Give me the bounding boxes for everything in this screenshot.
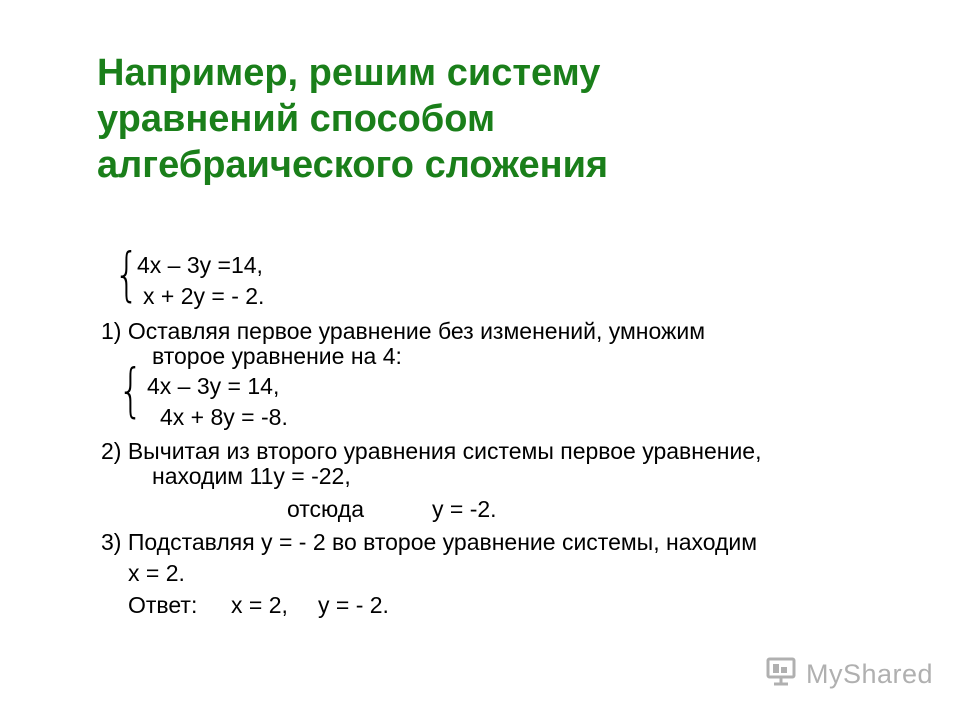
system2-eq1: 4x – 3y = 14, <box>147 373 280 399</box>
step2-line2: находим 11y = -22, <box>152 463 351 489</box>
step2-line1: 2) Вычитая из второго уравнения системы первое уравнение, <box>101 438 762 464</box>
answer-x: x = 2, <box>231 592 288 618</box>
watermark-text: MyShared <box>806 658 934 689</box>
answer-y: y = - 2. <box>318 592 389 618</box>
title-line-3: алгебраического сложения <box>97 144 609 186</box>
watermark-logo <box>766 656 933 692</box>
step2-line3-result: y = -2. <box>432 496 497 522</box>
step1-line1: 1) Оставляя первое уравнение без изменений, умножим <box>101 318 706 344</box>
step2-line3-label: отсюда <box>287 496 365 522</box>
title-line-2: уравнений способом <box>97 98 496 140</box>
system1-eq2: x + 2y = - 2. <box>143 283 265 309</box>
step3-line2: x = 2. <box>128 560 185 586</box>
system-brace-1: { <box>114 241 140 309</box>
system1-eq1: 4x – 3y =14, <box>137 252 263 278</box>
presentation-icon <box>766 656 800 693</box>
page-title <box>97 50 877 188</box>
step1-line2: второе уравнение на 4: <box>152 343 402 369</box>
system2-eq2: 4x + 8y = -8. <box>160 404 288 430</box>
answer-label: Ответ: <box>128 592 198 618</box>
system-brace-2: { <box>118 357 144 425</box>
step3-line1: 3) Подставляя y = - 2 во второе уравнение системы, находим <box>101 529 758 555</box>
title-line-1: Например, решим систему <box>97 52 601 94</box>
